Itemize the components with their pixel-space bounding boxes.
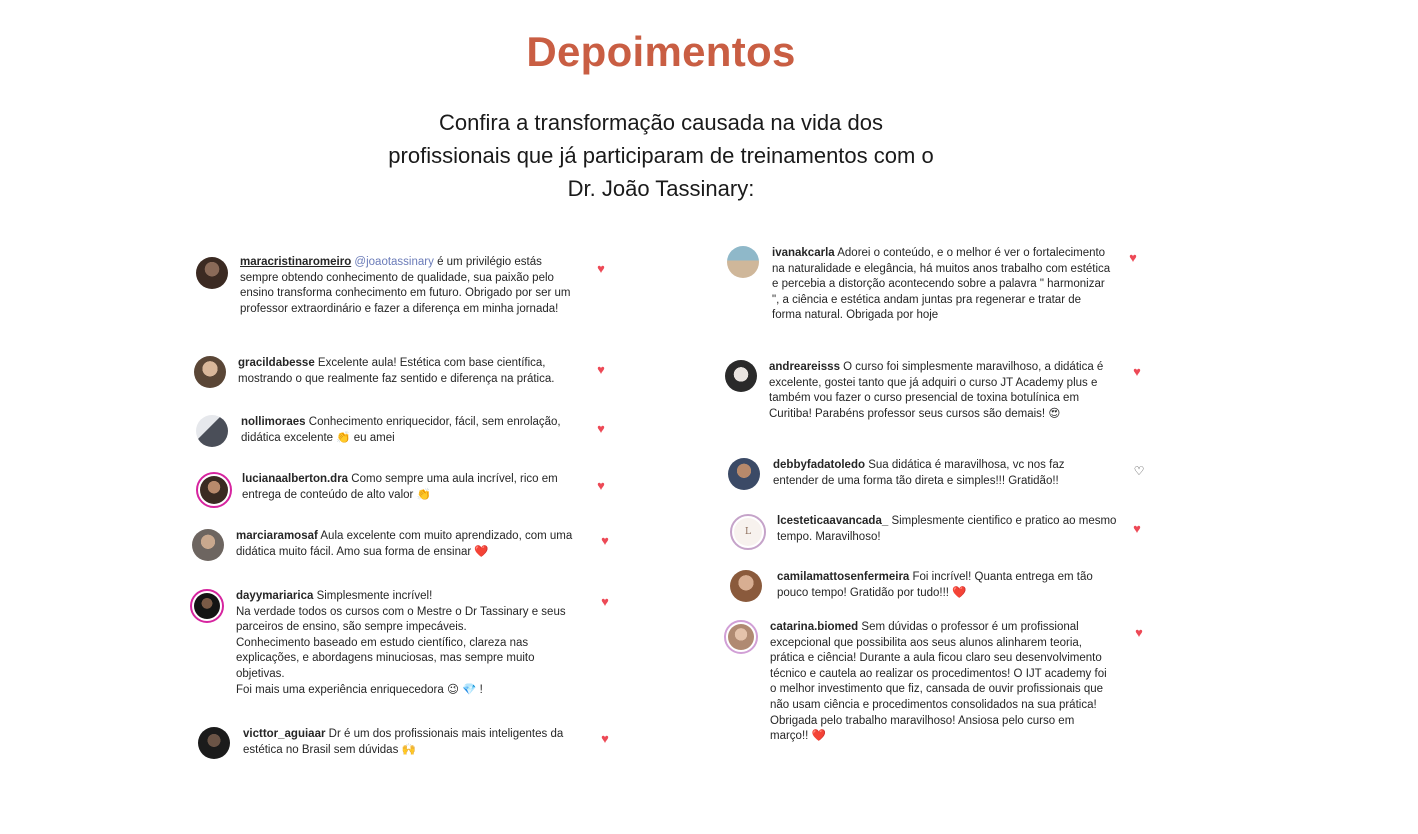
like-heart-icon[interactable]: ♥ — [597, 421, 605, 436]
like-heart-icon[interactable]: ♥ — [597, 362, 605, 377]
profile-photo-icon — [200, 476, 228, 504]
page-title: Depoimentos — [526, 28, 796, 75]
like-heart-icon[interactable]: ♥ — [1133, 521, 1141, 536]
like-heart-icon[interactable]: ♥ — [601, 731, 609, 746]
comment-text: Como sempre uma aula incrível, rico em entrega de conteúdo de alto valor 👏 — [242, 473, 558, 501]
comment-username[interactable]: victtor_aguiaar — [243, 728, 326, 740]
comment-username[interactable]: lcesteticaavancada_ — [777, 515, 889, 527]
like-heart-icon[interactable]: ♥ — [1133, 364, 1141, 379]
avatar[interactable] — [725, 360, 757, 392]
comment-text: Adorei o conteúdo, e o melhor é ver o fortalecimento na naturalidade e elegância, há muitos anos trabalho com estética e percebia a distorção acontecendo sobre a palavra " harmonizar ", a ciência e estética andam juntas pra regenerar e tratar de forma natural. Obrigada por hoje — [772, 247, 1111, 322]
profile-photo-icon — [725, 360, 757, 392]
comment-text: Simplesmente incrível! Na verdade todos os cursos com o Mestre o Dr Tassinary e seus parceiros de ensino, são sempre impecáveis. Conhecimento baseado em estudo científico, clareza nas explicações, e abordagens minuciosas, mas sempre muito objetivas. Foi mais uma experiência enriquecedora 😉 💎 ! — [236, 590, 566, 696]
like-heart-icon[interactable]: ♥ — [597, 478, 605, 493]
avatar[interactable] — [730, 570, 762, 602]
profile-photo-icon — [196, 257, 228, 289]
profile-photo-icon — [198, 727, 230, 759]
avatar[interactable] — [190, 589, 224, 623]
comment-username[interactable]: gracildabesse — [238, 357, 315, 369]
comment-text: Simplesmente cientifico e pratico ao mesmo tempo. Maravilhoso! — [777, 515, 1117, 543]
comment-username[interactable]: ivanakcarla — [772, 247, 835, 259]
profile-photo-icon — [730, 570, 762, 602]
avatar[interactable] — [196, 415, 228, 447]
like-heart-icon[interactable]: ♥ — [601, 594, 609, 609]
profile-photo-icon — [194, 356, 226, 388]
avatar[interactable] — [196, 472, 232, 508]
comment-text: Dr é um dos profissionais mais inteligentes da estética no Brasil sem dúvidas 🙌 — [243, 728, 564, 756]
comment-text: Sem dúvidas o professor é um profissional excepcional que possibilita aos seus alunos alinharem teoria, prática e ciência! Durante a aula ficou claro seu desenvolvimento técnico e cautela ao realizar os procedimentos! O IJT academy foi o melhor investimento que fiz, cansada de ouvir profissionais que não usam ciência e procedimentos consolidados na sua prática! Obrigada pelo trabalho maravilhoso! Ansiosa pelo curso em março!! ❤️ — [770, 621, 1107, 743]
comment-text: Excelente aula! Estética com base científica, mostrando o que realmente faz sentido e diferença na prática. — [238, 357, 555, 385]
comment-username[interactable]: camilamattosenfermeira — [777, 571, 910, 583]
comment-username[interactable]: andreareisss — [769, 361, 840, 373]
comment-text: é um privilégio estás sempre obtendo conhecimento de qualidade, sua paixão pelo ensino transforma conhecimento em futuro. Obrigado por ser um professor extraordinário e fazer a diferença em minha jornada! — [240, 256, 571, 315]
comment-text: Foi incrível! Quanta entrega em tão pouco tempo! Gratidão por tudo!!! ❤️ — [777, 571, 1093, 599]
avatar[interactable] — [196, 257, 228, 289]
profile-photo-icon — [728, 458, 760, 490]
brand-logo-icon: L — [734, 518, 762, 546]
comment-username[interactable]: catarina.biomed — [770, 621, 859, 633]
avatar[interactable] — [724, 620, 758, 654]
comment-username[interactable]: debbyfadatoledo — [773, 459, 866, 471]
like-heart-icon[interactable]: ♥ — [1129, 250, 1137, 265]
like-heart-icon[interactable]: ♥ — [597, 261, 605, 276]
avatar[interactable] — [727, 246, 759, 278]
comment-text: Aula excelente com muito aprendizado, com uma didática muito fácil. Amo sua forma de ensinar ❤️ — [236, 530, 573, 558]
page-subtitle: Confira a transformação causada na vida dos profissionais que já participaram de treinamentos com o Dr. João Tassinary: — [388, 110, 934, 201]
comment-username[interactable]: marciaramosaf — [236, 530, 318, 542]
avatar[interactable] — [198, 727, 230, 759]
profile-photo-icon — [728, 624, 754, 650]
like-heart-outline-icon[interactable]: ♡ — [1133, 464, 1145, 478]
profile-photo-icon — [727, 246, 759, 278]
comment-text: O curso foi simplesmente maravilhoso, a didática é excelente, gostei tanto que já adquiri o curso JT Academy plus e também vou fazer o curso presencial de toxina botulínica em Curitiba! Parabéns professor seus cursos são demais! 😍 — [769, 361, 1104, 420]
like-heart-icon[interactable]: ♥ — [1135, 625, 1143, 640]
avatar[interactable] — [728, 458, 760, 490]
comment-mention[interactable]: @joaotassinary — [354, 256, 434, 268]
profile-photo-icon — [196, 415, 228, 447]
profile-photo-icon — [194, 593, 220, 619]
avatar[interactable] — [730, 514, 766, 550]
profile-photo-icon — [192, 529, 224, 561]
comment-username[interactable]: maracristinaromeiro — [240, 256, 352, 268]
comment-text: Sua didática é maravilhosa, vc nos faz entender de uma forma tão direta e simples!!! Gratidão!! — [773, 459, 1065, 487]
avatar[interactable] — [194, 356, 226, 388]
avatar[interactable] — [192, 529, 224, 561]
comment-text: Conhecimento enriquecidor, fácil, sem enrolação, didática excelente 👏 eu amei — [241, 416, 561, 444]
comment-username[interactable]: nollimoraes — [241, 416, 306, 428]
comment-username[interactable]: dayymariarica — [236, 590, 314, 602]
like-heart-icon[interactable]: ♥ — [601, 533, 609, 548]
comment-username[interactable]: lucianaalberton.dra — [242, 473, 349, 485]
